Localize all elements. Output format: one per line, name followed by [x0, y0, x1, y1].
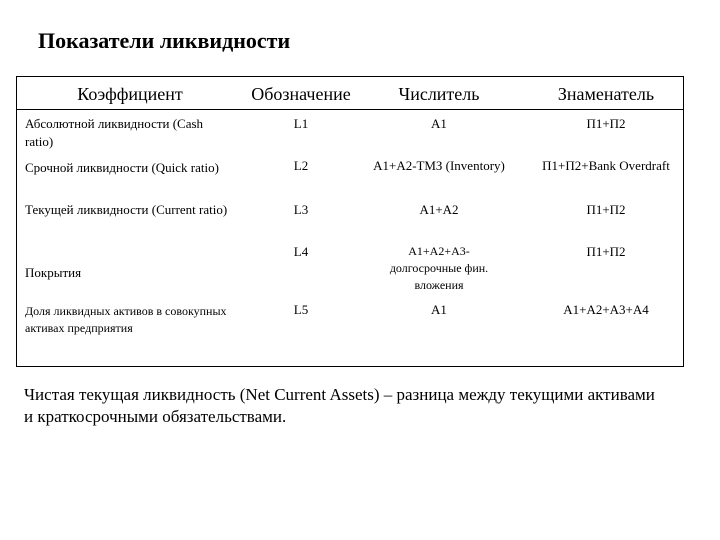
row4-numerator: A1+A2+A3-долгосрочные фин. вложения	[389, 244, 489, 292]
header-divider	[17, 109, 683, 110]
row5-symbol: L5	[293, 302, 309, 317]
row4-denominator: П1+П2	[586, 244, 626, 259]
column-header-denominator: Знаменатель	[557, 84, 655, 104]
row4-name: Покрытия	[25, 265, 82, 280]
row5-numerator: A1	[431, 302, 447, 317]
row2-numerator: A1+A2-ТМЗ (Inventory)	[373, 158, 505, 173]
row3-numerator: A1+A2	[419, 202, 459, 217]
row1-numerator: A1	[431, 116, 447, 131]
column-header-coefficient: Коэффициент	[77, 84, 183, 104]
row1-denominator: П1+П2	[586, 116, 626, 131]
page-title: Показатели ликвидности	[38, 28, 291, 53]
row2-name: Срочной ликвидности (Quick ratio)	[25, 160, 219, 175]
row2-denominator: П1+П2+Bank Overdraft	[542, 158, 670, 173]
row5-denominator: A1+A2+A3+A4	[563, 302, 649, 317]
row1-symbol: L1	[293, 116, 309, 131]
row3-denominator: П1+П2	[586, 202, 626, 217]
row3-name: Текущей ликвидности (Current ratio)	[25, 202, 228, 217]
liquidity-table	[16, 76, 684, 367]
net-current-assets-note: Чистая текущая ликвидность (Net Current Assets) – разница между текущими активами и краткосрочными обязательствами.	[24, 385, 655, 426]
row3-symbol: L3	[293, 202, 309, 217]
row5-name: Доля ликвидных активов в совокупных активах предприятия	[25, 304, 227, 335]
row2-symbol: L2	[293, 158, 309, 173]
row1-name: Абсолютной ликвидности (Cash ratio)	[25, 116, 204, 149]
row4-symbol: L4	[293, 244, 309, 259]
column-header-symbol: Обозначение	[251, 84, 351, 104]
column-header-numerator: Числитель	[398, 84, 480, 104]
